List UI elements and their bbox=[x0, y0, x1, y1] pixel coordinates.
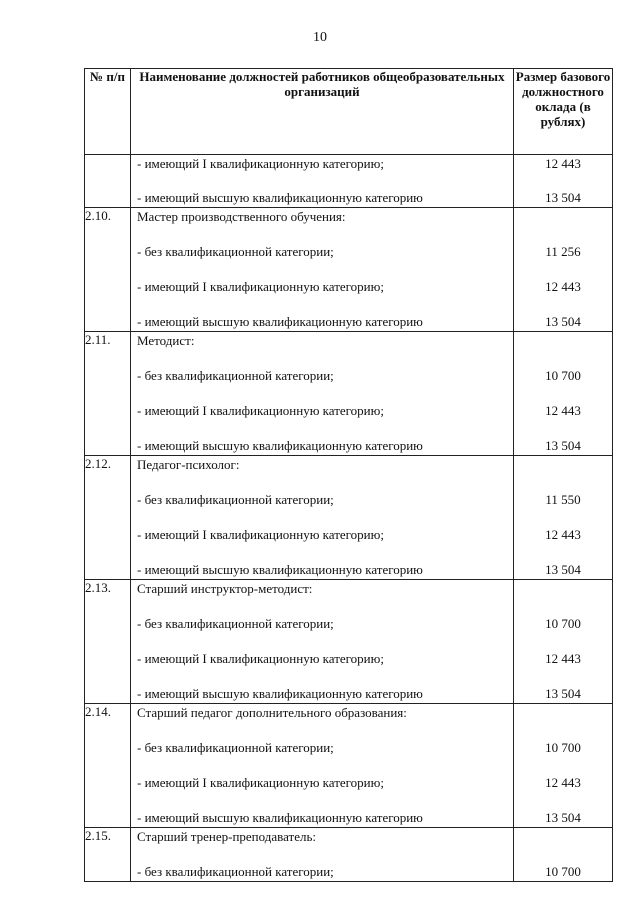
line-gap bbox=[514, 668, 612, 685]
table-header-row bbox=[85, 69, 613, 155]
line-gap bbox=[131, 544, 513, 561]
line-gap bbox=[514, 598, 612, 615]
row-salaries bbox=[514, 332, 613, 456]
row-salaries bbox=[514, 580, 613, 704]
position-line: - имеющий высшую квалификационную категорию bbox=[137, 314, 423, 329]
salary-value: 12 443 bbox=[545, 279, 581, 294]
row-number: 2.15. bbox=[85, 828, 131, 882]
line-gap bbox=[131, 261, 513, 278]
page-number: 10 bbox=[313, 30, 327, 45]
position-line: - имеющий высшую квалификационную категорию bbox=[137, 562, 423, 577]
row-positions bbox=[131, 155, 514, 208]
header-name: Наименование должностей работников общеобразовательных организаций bbox=[131, 69, 514, 155]
position-title: Старший педагог дополнительного образования: bbox=[137, 705, 407, 720]
table-row bbox=[85, 332, 613, 456]
line-gap bbox=[514, 846, 612, 863]
salary-value: 12 443 bbox=[545, 651, 581, 666]
row-salaries bbox=[514, 828, 613, 882]
line-gap bbox=[131, 598, 513, 615]
line-gap bbox=[514, 722, 612, 739]
salary-spacer bbox=[514, 456, 612, 474]
salary-value: 12 443 bbox=[545, 775, 581, 790]
salary-value: 12 443 bbox=[545, 403, 581, 418]
position-title: Методист: bbox=[137, 333, 195, 348]
line-gap bbox=[131, 792, 513, 809]
position-title: Мастер производственного обучения: bbox=[137, 209, 346, 224]
line-gap bbox=[514, 420, 612, 437]
header-salary: Размер базового должностного оклада (в рублях) bbox=[514, 69, 613, 155]
salary-value: 11 550 bbox=[545, 492, 581, 507]
position-line: - имеющий высшую квалификационную категорию bbox=[137, 686, 423, 701]
line-gap bbox=[131, 633, 513, 650]
line-gap bbox=[514, 544, 612, 561]
table-body bbox=[85, 155, 613, 882]
line-gap bbox=[514, 385, 612, 402]
salary-value: 13 504 bbox=[545, 810, 581, 825]
position-line: - имеющий I квалификационную категорию; bbox=[137, 775, 384, 790]
table-row bbox=[85, 704, 613, 828]
position-line: - имеющий I квалификационную категорию; bbox=[137, 156, 384, 171]
row-number bbox=[85, 155, 131, 208]
row-salaries bbox=[514, 155, 613, 208]
salary-spacer bbox=[514, 208, 612, 226]
salary-value: 13 504 bbox=[545, 190, 581, 205]
position-line: - без квалификационной категории; bbox=[137, 492, 334, 507]
line-gap bbox=[131, 846, 513, 863]
row-positions bbox=[131, 456, 514, 580]
line-gap bbox=[131, 385, 513, 402]
line-gap bbox=[131, 173, 513, 189]
line-gap bbox=[131, 668, 513, 685]
position-line: - без квалификационной категории; bbox=[137, 864, 334, 879]
line-gap bbox=[131, 722, 513, 739]
line-gap bbox=[131, 350, 513, 367]
position-line: - без квалификационной категории; bbox=[137, 616, 334, 631]
position-line: - имеющий I квалификационную категорию; bbox=[137, 651, 384, 666]
row-salaries bbox=[514, 704, 613, 828]
row-number: 2.14. bbox=[85, 704, 131, 828]
salary-value: 10 700 bbox=[545, 864, 581, 879]
salary-value: 13 504 bbox=[545, 438, 581, 453]
row-salaries bbox=[514, 456, 613, 580]
salary-spacer bbox=[514, 704, 612, 722]
row-number: 2.11. bbox=[85, 332, 131, 456]
salary-spacer bbox=[514, 580, 612, 598]
row-positions bbox=[131, 828, 514, 882]
salary-value: 13 504 bbox=[545, 562, 581, 577]
position-line: - имеющий I квалификационную категорию; bbox=[137, 279, 384, 294]
line-gap bbox=[514, 173, 612, 189]
salary-value: 13 504 bbox=[545, 686, 581, 701]
row-number: 2.13. bbox=[85, 580, 131, 704]
salary-spacer bbox=[514, 332, 612, 350]
line-gap bbox=[514, 792, 612, 809]
table-row bbox=[85, 828, 613, 882]
line-gap bbox=[131, 509, 513, 526]
row-positions bbox=[131, 208, 514, 332]
salary-value: 11 256 bbox=[545, 244, 581, 259]
line-gap bbox=[514, 261, 612, 278]
position-line: - имеющий высшую квалификационную категорию bbox=[137, 810, 423, 825]
position-title: Старший инструктор-методист: bbox=[137, 581, 313, 596]
table-row bbox=[85, 580, 613, 704]
position-title: Старший тренер-преподаватель: bbox=[137, 829, 317, 844]
line-gap bbox=[131, 420, 513, 437]
salary-value: 10 700 bbox=[545, 616, 581, 631]
row-number: 2.10. bbox=[85, 208, 131, 332]
line-gap bbox=[514, 633, 612, 650]
line-gap bbox=[514, 350, 612, 367]
position-line: - без квалификационной категории; bbox=[137, 368, 334, 383]
position-line: - без квалификационной категории; bbox=[137, 740, 334, 755]
position-line: - имеющий высшую квалификационную категорию bbox=[137, 190, 423, 205]
line-gap bbox=[514, 474, 612, 491]
row-salaries bbox=[514, 208, 613, 332]
salary-value: 10 700 bbox=[545, 368, 581, 383]
line-gap bbox=[131, 226, 513, 243]
table-row bbox=[85, 456, 613, 580]
position-title: Педагог-психолог: bbox=[137, 457, 240, 472]
row-positions bbox=[131, 704, 514, 828]
salary-value: 13 504 bbox=[545, 314, 581, 329]
line-gap bbox=[514, 509, 612, 526]
position-line: - имеющий I квалификационную категорию; bbox=[137, 403, 384, 418]
position-line: - без квалификационной категории; bbox=[137, 244, 334, 259]
line-gap bbox=[514, 226, 612, 243]
table-row bbox=[85, 208, 613, 332]
line-gap bbox=[131, 757, 513, 774]
salary-value: 10 700 bbox=[545, 740, 581, 755]
salary-table bbox=[84, 68, 613, 882]
position-line: - имеющий I квалификационную категорию; bbox=[137, 527, 384, 542]
table-row-continued bbox=[85, 155, 613, 208]
salary-value: 12 443 bbox=[545, 527, 581, 542]
salary-value: 12 443 bbox=[545, 156, 581, 171]
row-number: 2.12. bbox=[85, 456, 131, 580]
line-gap bbox=[131, 474, 513, 491]
row-positions bbox=[131, 332, 514, 456]
header-num: № п/п bbox=[85, 69, 131, 155]
salary-spacer bbox=[514, 828, 612, 846]
position-line: - имеющий высшую квалификационную категорию bbox=[137, 438, 423, 453]
line-gap bbox=[131, 296, 513, 313]
line-gap bbox=[514, 296, 612, 313]
row-positions bbox=[131, 580, 514, 704]
line-gap bbox=[514, 757, 612, 774]
